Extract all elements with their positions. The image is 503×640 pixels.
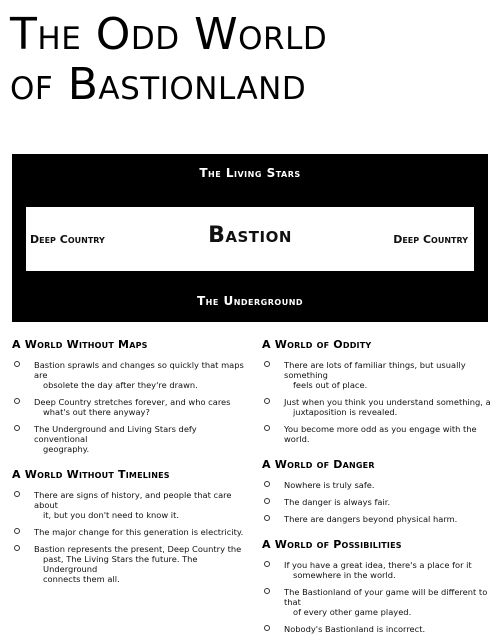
list-item <box>12 360 244 390</box>
list-item-text: juxtaposition is revealed. <box>293 407 398 417</box>
list-item-text: The Underground and Living Stars defy conventional <box>34 424 197 444</box>
left-column <box>12 338 244 598</box>
list-item <box>12 397 244 417</box>
bullet-list <box>12 360 244 454</box>
section-heading: A World Without Timelines <box>12 468 170 481</box>
diagram-bastion: Bastion <box>208 223 292 248</box>
world-diagram <box>12 154 488 322</box>
bullet-list <box>262 360 498 444</box>
section-heading: A World Without Maps <box>12 338 148 351</box>
list-item <box>12 527 244 537</box>
list-item-text: Deep Country stretches forever, and who cares <box>34 397 231 407</box>
bullet-list <box>12 490 244 584</box>
list-item-text: Bastion sprawls and changes so quickly that maps are <box>34 360 244 380</box>
section-heading: A World of Danger <box>262 458 375 471</box>
diagram-deep-country-left: Deep Country <box>30 233 105 246</box>
list-item-text: Nobody's Bastionland is incorrect. <box>284 624 426 634</box>
list-item-text: connects them all. <box>43 574 120 584</box>
list-item-text: The danger is always fair. <box>284 497 391 507</box>
circle-bullet-icon <box>14 361 20 367</box>
list-item-text: The Bastionland of your game will be different to that <box>284 587 488 607</box>
diagram-living-stars: The Living Stars <box>199 166 301 180</box>
section-a-world-without-maps <box>12 338 244 454</box>
diagram-middle-band <box>26 207 474 271</box>
list-item-text: There are lots of familiar things, but usually something <box>284 360 466 380</box>
circle-bullet-icon <box>264 515 270 521</box>
list-item <box>262 480 498 490</box>
list-item <box>262 624 498 634</box>
section-a-world-of-oddity <box>262 338 498 444</box>
list-item-text: There are dangers beyond physical harm. <box>284 514 458 524</box>
section-heading: A World of Possibilities <box>262 538 402 551</box>
circle-bullet-icon <box>14 398 20 404</box>
list-item <box>262 587 498 617</box>
list-item-text: You become more odd as you engage with the world. <box>284 424 477 444</box>
title-line-1: The Odd World <box>10 9 328 60</box>
circle-bullet-icon <box>14 491 20 497</box>
section-a-world-of-possibilities <box>262 538 498 634</box>
diagram-deep-country-right: Deep Country <box>393 233 468 246</box>
circle-bullet-icon <box>14 528 20 534</box>
circle-bullet-icon <box>264 588 270 594</box>
list-item <box>262 560 498 580</box>
list-item <box>262 397 498 417</box>
section-a-world-of-danger <box>262 458 498 524</box>
bullet-list <box>262 480 498 524</box>
title-line-2: of Bastionland <box>10 59 307 110</box>
list-item <box>262 424 498 444</box>
circle-bullet-icon <box>264 561 270 567</box>
circle-bullet-icon <box>264 625 270 631</box>
circle-bullet-icon <box>264 425 270 431</box>
circle-bullet-icon <box>264 498 270 504</box>
list-item <box>262 514 498 524</box>
list-item <box>12 544 244 584</box>
list-item <box>262 497 498 507</box>
list-item-text: feels out of place. <box>293 380 368 390</box>
list-item-text: geography. <box>43 444 90 454</box>
list-item-text: what's out there anyway? <box>43 407 150 417</box>
circle-bullet-icon <box>14 425 20 431</box>
list-item-text: past, The Living Stars the future. The Underground <box>43 554 198 574</box>
list-item-text: If you have a great idea, there's a place for it <box>284 560 472 570</box>
circle-bullet-icon <box>14 545 20 551</box>
circle-bullet-icon <box>264 398 270 404</box>
list-item-text: Just when you think you understand something, a <box>284 397 491 407</box>
list-item <box>12 424 244 454</box>
list-item <box>262 360 498 390</box>
list-item-text: obsolete the day after they're drawn. <box>43 380 198 390</box>
page-title <box>10 10 500 110</box>
bullet-list <box>262 560 498 634</box>
circle-bullet-icon <box>264 481 270 487</box>
circle-bullet-icon <box>264 361 270 367</box>
section-a-world-without-timelines <box>12 468 244 584</box>
list-item <box>12 490 244 520</box>
diagram-underground: The Underground <box>196 294 304 308</box>
right-column <box>262 338 498 640</box>
section-heading: A World of Oddity <box>262 338 372 351</box>
list-item-text: Nowhere is truly safe. <box>284 480 375 490</box>
list-item-text: somewhere in the world. <box>293 570 396 580</box>
list-item-text: it, but you don't need to know it. <box>43 510 179 520</box>
list-item-text: There are signs of history, and people that care about <box>34 490 232 510</box>
list-item-text: of every other game played. <box>293 607 412 617</box>
list-item-text: The major change for this generation is electricity. <box>34 527 244 537</box>
list-item-text: Bastion represents the present, Deep Country the <box>34 544 242 554</box>
